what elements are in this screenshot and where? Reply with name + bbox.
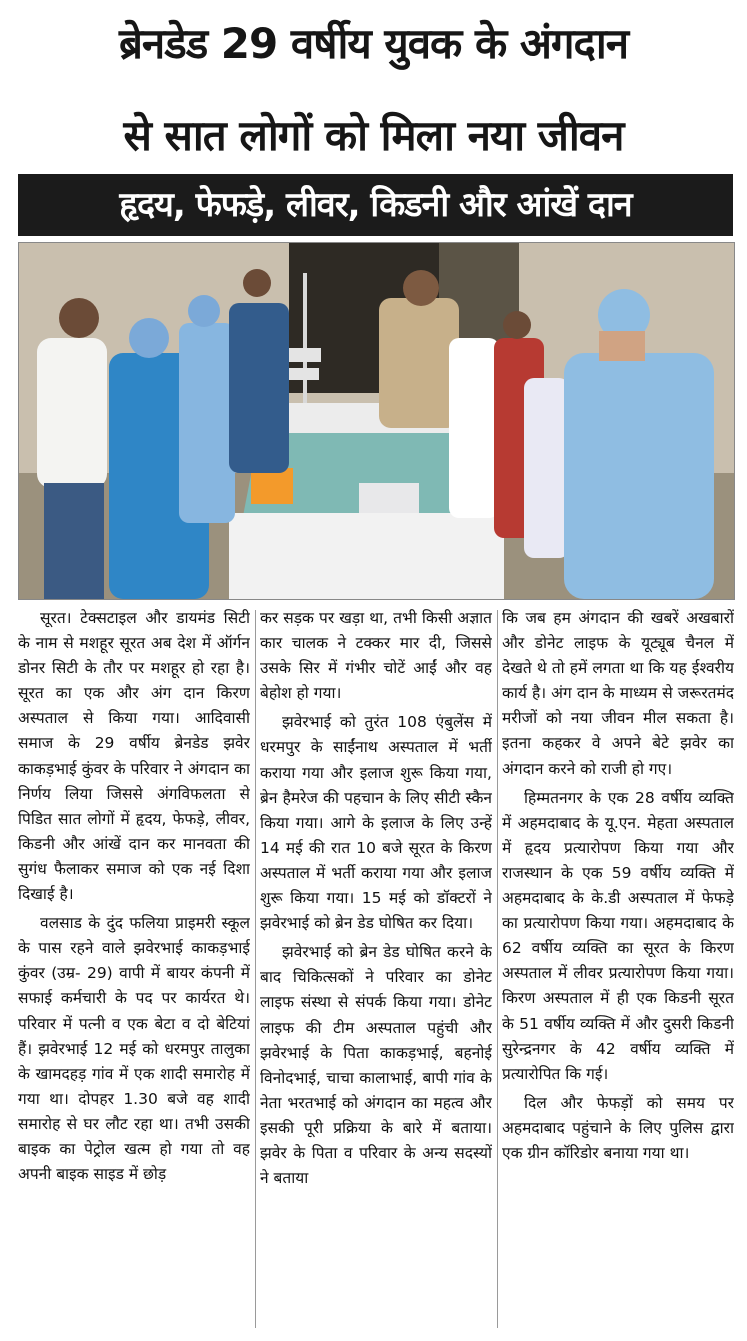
- article-paragraph: वलसाड के दुंद फलिया प्राइमरी स्कूल के पास रहने वाले झवेरभाई काकड़भाई कुंवर (उम्र- 29) वापी में बायर कंपनी में सफाई कर्मचारी के पद पर कार्यरत थे। परिवार में पत्नी व एक बेटा व दो बेटियां हैं। झवेरभाई 12 मई को धरमपुर तालुका के खामदहड़ गांव में एक शादी समारोह में गया था। दोपहर 1.30 बजे वह शादी समारोह से घर लौट रहा था। तभी उसकी बाइक का पेट्रोल खत्म हो गया तो वह अपनी बाइक साइड में छोड़: [18, 914, 250, 1184]
- photo-illustration: [19, 243, 734, 599]
- article-column-1: [18, 606, 250, 1331]
- article-paragraph: कर सड़क पर खड़ा था, तभी किसी अज्ञात कार चालक ने टक्कर मार दी, जिससे उसके सिर में गंभीर चोटें आईं और वह बेहोश हो गया।: [260, 609, 492, 703]
- headline-line-1: ब्रेनडेड 29 वर्षीय युवक के अंगदान: [118, 19, 629, 68]
- article-paragraph: दिल और फेफड़ों को समय पर अहमदाबाद पहुंचाने के लिए पुलिस द्वारा एक ग्रीन कॉरिडोर बनाया गया था।: [502, 1093, 734, 1162]
- article-body: [18, 606, 733, 1331]
- article-paragraph: कि जब हम अंगदान की खबरें अखबारों और डोनेट लाइफ के यूट्यूब चैनल में देखते थे तो हमें लगता था कि यह ईश्वरीय कार्य है। अंग दान के माध्यम से जरूरतमंद मरीजों को नया जीवन मील सकता है। इतना कहकर वे अपने बेटे झवेर का अंगदान करने को राजी हो गए।: [502, 609, 734, 778]
- headline-line-2: से सात लोगों को मिला नया जीवन: [123, 111, 624, 160]
- article-column-3: [502, 606, 734, 1331]
- subheadline-bar: हृदय, फेफड़े, लीवर, किडनी और आंखें दान: [18, 174, 733, 236]
- article-column-2: [260, 606, 492, 1331]
- article-paragraph: हिम्मतनगर के एक 28 वर्षीय व्यक्ति में अहमदाबाद के यू.एन. मेहता अस्पताल में हृदय प्रत्यारोपण किया गया और राजस्थान के एक 59 वर्षीय व्यक्ति में अहमदाबाद के के.डी अस्पताल में फेफड़े का प्रत्यारोपण किया गया। अहमदाबाद के 62 वर्षीय व्यक्ति का सूरत के किरण अस्पताल में लीवर प्रत्यारोपण किया गया। किरण अस्पताल में ही एक किडनी सूरत के 51 वर्षीय व्यक्ति में और दुसरी किडनी सुरेन्द्रनगर के 42 वर्षीय व्यक्ति में प्रत्यारोपित कि गई।: [502, 788, 734, 1083]
- article-paragraph: झवेरभाई को ब्रेन डेड घोषित करने के बाद चिकित्सकों ने परिवार का डोनेट लाइफ संस्था से संपर्क किया गया। डोनेट लाइफ की टीम अस्पताल पहुंची और झवेरभाई के पिता काकड़भाई, बहनोई विनोदभाई, चाचा कालाभाई, बापी गांव के नेता भरतभाई को अंगदान का महत्व और इसकी पूरी प्रक्रिया के बारे में बताया। झवेर के पिता व परिवार के अन्य सदस्यों ने बताया: [260, 943, 492, 1188]
- article-paragraph: सूरत। टेक्सटाइल और डायमंड सिटी के नाम से मशहूर सूरत अब देश में ऑर्गन डोनर सिटी के तौर पर मशहूर हो रहा है। सूरत का एक और अंग दान किरण अस्पताल से किया गया। आदिवासी समाज के 29 वर्षीय ब्रेनडेड झवेर काकड़भाई कुंवर के परिवार ने अंगदान का निर्णय लिया जिससे अंगविफलता से पिडित सात लोगों में हृदय, फेफड़े, लीवर, किडनी और आंखें दान कर मानवता की सुगंध फैलाकर समाज को एक नई दिशा दिखाई है।: [18, 609, 250, 904]
- hospital-scene-photo: [18, 242, 735, 600]
- article-paragraph: झवेरभाई को तुरंत 108 एंबुलेंस में धरमपुर के साईंनाथ अस्पताल में भर्ती कराया गया और इलाज शुरू किया गया, ब्रेन हैमरेज की पहचान के लिए सीटी स्कैन किया गया। आगे के इलाज के लिए उन्हें 14 मई की रात 10 बजे सूरत के किरण अस्पताल में भर्ती कराया गया और इलाज शुरू किया गया। 15 मई को डॉक्टरों ने झवेरभाई को ब्रेन डेड घोषित कर दिया।: [260, 713, 492, 933]
